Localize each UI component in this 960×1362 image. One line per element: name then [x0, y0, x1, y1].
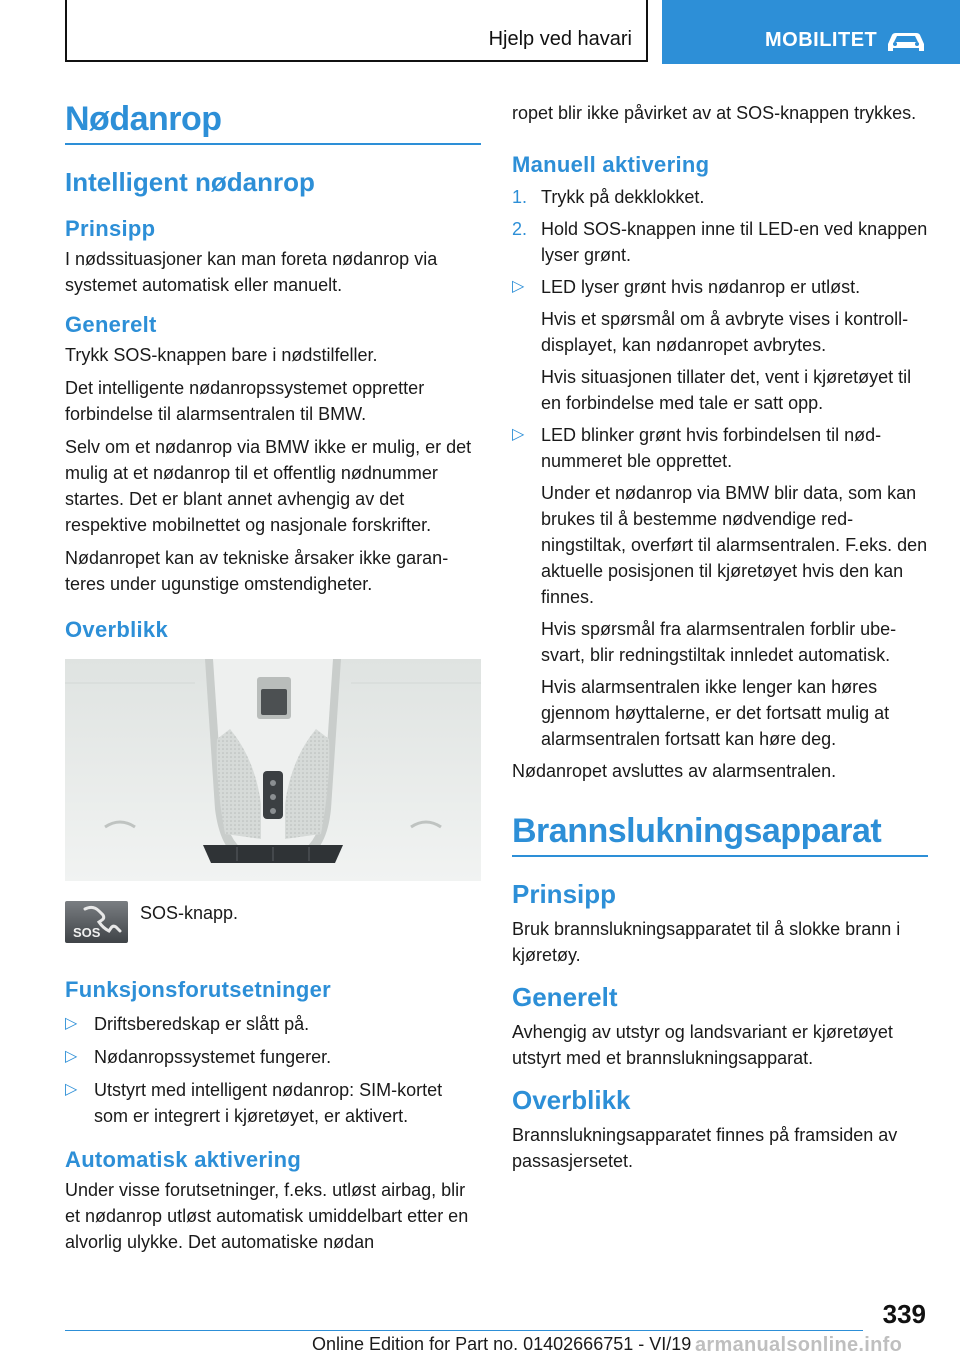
heading-automatic-activation: Automatisk aktivering	[65, 1147, 302, 1172]
auto-text: Under visse forutsetninger, f.eks. utløst airbag, blir et nødanrop utløst automatisk umiddelbart etter en alvorlig ulykke. Det automatiske nødan	[65, 1180, 469, 1252]
b2-p2: Hvis spørsmål fra alarmsentralen forblir ubesvart, blir redningstiltak innledet automatisk.	[541, 619, 897, 665]
right-column	[512, 100, 928, 1174]
general-p3: Selv om et nødanrop via BMW ikke er mulig, er det mulig at et nødanrop til et offentlig nødnummer startes. Det er blant annet avhengig av det respektive mobilnettet og nasjonale forskrifter.	[65, 437, 472, 535]
b2-p1: Under et nødanrop via BMW blir data, som kan brukes til å bestemme nødvendige redningstiltak, overført til alarmsentralen. F.eks. den aktuelle posisjonen til kjøretøyet hvis den kan finnes.	[541, 483, 928, 607]
list-item: ▷ Utstyrt med intelligent nødanrop: SIM-kortet som er integrert i kjøretøyet, er aktivert.	[65, 1080, 443, 1126]
heading-brannslukningsapparat: Brannslukningsapparat	[512, 812, 882, 850]
manual-steps-2	[512, 422, 928, 474]
section-title: Hjelp ved havari	[488, 28, 632, 50]
sos-caption: SOS-knapp.	[140, 903, 239, 923]
general-p2: Det intelligente nødanropssystemet oppretter forbindelse til alarmsentralen til BMW.	[65, 378, 425, 424]
continued-text: ropet blir ikke påvirket av at SOS-knappen trykkes.	[512, 103, 917, 123]
sos-legend	[65, 901, 481, 947]
principle-text-2: Bruk brannslukningsapparatet til å slokke brann i kjøretøy.	[512, 919, 901, 965]
principle-text: I nødssituasjoner kan man foreta nødanrop via systemet automatisk eller manuelt.	[65, 249, 438, 295]
left-column	[65, 100, 481, 1255]
list-item: ▷ LED blinker grønt hvis forbindelsen til nødnummeret ble opprettet.	[512, 425, 882, 471]
heading-overview-2: Overblikk	[512, 1085, 631, 1115]
b1-p1: Hvis et spørsmål om å avbryte vises i kontrolldisplayet, kan nødanropet avbrytes.	[541, 309, 909, 355]
list-item: ▷ Driftsberedskap er slått på.	[65, 1014, 310, 1034]
edition-note: Online Edition for Part no. 01402666751 - VI/19	[312, 1334, 692, 1354]
heading-general: Generelt	[65, 312, 157, 337]
footer-rule	[65, 1330, 863, 1331]
chapter-tab-label: MOBILITET	[765, 29, 878, 51]
heading-function-requirements: Funksjonsforutsetninger	[65, 977, 332, 1002]
overview-text-2: Brannslukningsapparatet finnes på framsiden av passasjersetet.	[512, 1125, 898, 1171]
step-item: 2. Hold SOS-knappen inne til LED-en ved knappen lyser grønt.	[512, 219, 928, 265]
header-box	[65, 0, 648, 62]
heading-principle-2: Prinsipp	[512, 879, 617, 909]
page-number: 339	[882, 1299, 926, 1329]
watermark: armanualsonline.info	[695, 1334, 903, 1356]
list-item: ▷ LED lyser grønt hvis nødanrop er utløst.	[512, 277, 861, 297]
step-item: 1. Trykk på dekklokket.	[512, 187, 705, 207]
manual-steps	[512, 184, 928, 300]
heading-principle: Prinsipp	[65, 216, 156, 241]
b2-p3: Hvis alarmsentralen ikke lenger kan høres gjennom høyttalerne, er det fortsatt mulig at alarmsentralen fortsatt kan høre deg.	[541, 677, 890, 749]
sos-button-icon	[65, 901, 128, 943]
general-text-2: Avhengig av utstyr og landsvariant er kjøretøyet utstyrt med et brannslukningsapparat.	[512, 1022, 893, 1068]
end-text: Nødanropet avsluttes av alarmsentralen.	[512, 761, 837, 781]
overhead-console-photo	[65, 659, 481, 881]
heading-intelligent-nodanrop: Intelligent nødanrop	[65, 167, 315, 197]
requirements-list	[65, 1011, 481, 1129]
general-p1: Trykk SOS-knappen bare i nødstilfeller.	[65, 345, 378, 365]
heading-overview: Overblikk	[65, 617, 168, 642]
heading-general-2: Generelt	[512, 982, 618, 1012]
sos-icon-text: SOS	[73, 925, 101, 940]
chapter-tab[interactable]	[662, 0, 960, 64]
heading-nodanrop: Nødanrop	[65, 100, 222, 138]
general-p4: Nødanropet kan av tekniske årsaker ikke garanteres under ugunstige omstendigheter.	[65, 548, 449, 594]
car-icon	[884, 30, 928, 54]
b1-p2: Hvis situasjonen tillater det, vent i kjøretøyet til en forbindelse med tale er satt opp.	[541, 367, 912, 413]
heading-manual-activation: Manuell aktivering	[512, 152, 710, 177]
list-item: ▷ Nødanropssystemet fungerer.	[65, 1047, 332, 1067]
